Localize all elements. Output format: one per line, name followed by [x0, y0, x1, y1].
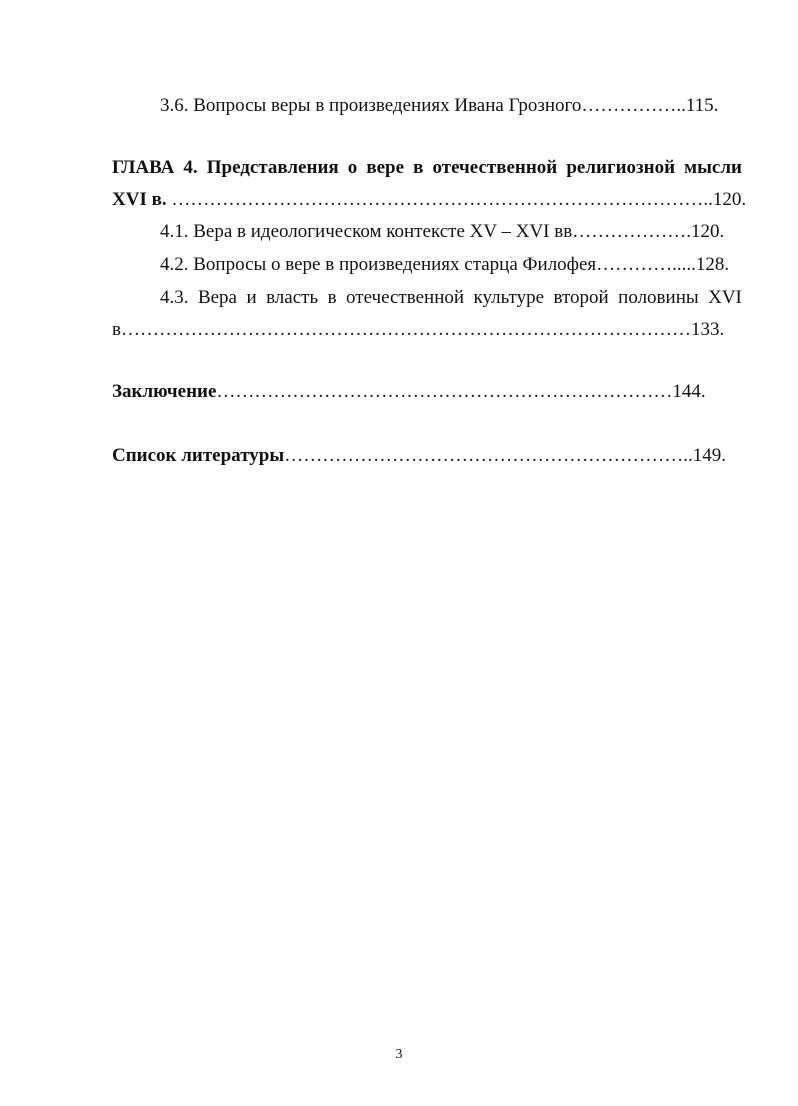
toc-word: в: [327, 287, 337, 308]
toc-bibliography: [0, 444, 798, 468]
toc-word: отечественной: [432, 157, 558, 178]
toc-word: отечественной: [346, 287, 465, 308]
toc-word: и: [246, 287, 257, 308]
toc-word: мысли: [684, 157, 742, 178]
toc-conclusion: [0, 380, 798, 404]
toc-conclusion-leader: ………………………………………………………………144.: [216, 381, 706, 402]
toc-chapter-4-line-2: [0, 188, 798, 212]
page-number: 3: [395, 1047, 403, 1062]
toc-item-4-1: 4.1. Вера в идеологическом контексте XV – XVI вв……………….120.: [160, 221, 725, 242]
toc-bibliography-label: Список литературы: [112, 445, 285, 466]
toc-item-4-3-line-2: в………………………………………………………………………………133.: [112, 319, 725, 340]
toc-conclusion-label: Заключение: [112, 381, 217, 402]
toc-word: половины: [618, 287, 699, 308]
toc-word: второй: [553, 287, 609, 308]
toc-word: культуре: [473, 287, 545, 308]
toc-chapter-4-century: XVI в.: [112, 189, 167, 210]
toc-word: 4.: [183, 157, 198, 178]
toc-chapter-4-leader: …………………………………………………………………………..120.: [166, 189, 747, 210]
toc-item-4-3-line-1: [160, 286, 742, 310]
toc-word: 4.3.: [160, 287, 189, 308]
toc-word: власть: [266, 287, 319, 308]
toc-word: XVI: [708, 287, 742, 308]
toc-word: о: [347, 157, 358, 178]
toc-word: Вера: [197, 287, 237, 308]
toc-word: в: [413, 157, 424, 178]
toc-word: ГЛАВА: [112, 157, 175, 178]
toc-word: Представления: [206, 157, 339, 178]
toc-word: религиозной: [566, 157, 676, 178]
toc-item-4-2: 4.2. Вопросы о вере в произведениях старца Филофея………….....128.: [160, 254, 730, 275]
toc-item-3-6: 3.6. Вопросы веры в произведениях Ивана Грозного……………..115.: [160, 95, 719, 116]
toc-word: вере: [366, 157, 405, 178]
toc-chapter-4-line-1: [112, 156, 742, 180]
toc-bibliography-leader: ………………………………………………………..149.: [284, 445, 726, 466]
